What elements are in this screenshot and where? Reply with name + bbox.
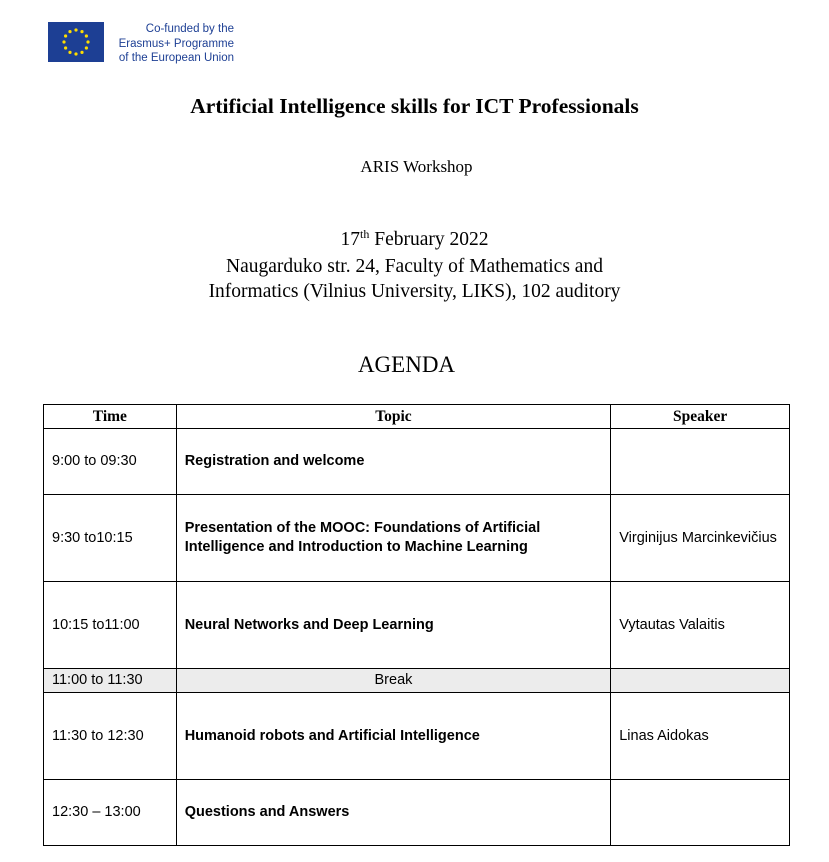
table-row (44, 780, 790, 846)
logo-caption (112, 22, 234, 66)
row-topic: Presentation of the MOOC: Foundations of Artificial Intelligence and Introduction to Machine Learning (176, 495, 611, 582)
flag-star (80, 51, 83, 54)
table-row (44, 495, 790, 582)
flag-star (64, 46, 67, 49)
flag-star (86, 40, 89, 43)
row-time: 11:00 to 11:30 (44, 669, 177, 693)
row-speaker (611, 780, 790, 846)
flag-star (62, 40, 65, 43)
flag-star (68, 30, 71, 33)
address-line-1: Naugarduko str. 24, Faculty of Mathematics and (226, 256, 603, 277)
logo-line-2: Erasmus+ Programme (118, 37, 234, 50)
row-speaker: Linas Aidokas (611, 693, 790, 780)
table-row (44, 582, 790, 669)
flag-star (64, 34, 67, 37)
table-row (44, 693, 790, 780)
row-speaker: Vytautas Valaitis (611, 582, 790, 669)
agenda-table (43, 404, 790, 846)
date-rest: February 2022 (369, 229, 489, 250)
row-speaker: Virginijus Marcinkevičius (611, 495, 790, 582)
row-topic: Break (176, 669, 611, 693)
row-time: 12:30 – 13:00 (44, 780, 177, 846)
logo-line-3: of the European Union (118, 52, 234, 64)
row-speaker (611, 669, 790, 693)
row-time: 10:15 to11:00 (44, 582, 177, 669)
document-title: Artificial Intelligence skills for ICT Professionals (190, 94, 639, 118)
flag-star (85, 34, 88, 37)
header-time: Time (44, 405, 177, 429)
row-time: 11:30 to 12:30 (44, 693, 177, 780)
agenda-heading: AGENDA (357, 352, 456, 377)
table-row (44, 429, 790, 495)
row-time: 9:00 to 09:30 (44, 429, 177, 495)
date-day: 17 (340, 229, 360, 250)
logo-line-1: Co-funded by the (145, 23, 234, 35)
erasmus-logo (48, 22, 248, 66)
date-suffix: th (360, 227, 370, 241)
table-row-break (44, 669, 790, 693)
eu-flag-icon (48, 22, 104, 62)
flag-star (80, 30, 83, 33)
flag-star (68, 51, 71, 54)
table-header-row (44, 405, 790, 429)
header-speaker: Speaker (611, 405, 790, 429)
address-line-2: Informatics (Vilnius University, LIKS), 102 auditory (208, 281, 621, 302)
row-time: 9:30 to10:15 (44, 495, 177, 582)
header-topic: Topic (176, 405, 611, 429)
row-topic: Questions and Answers (176, 780, 611, 846)
event-date (0, 229, 829, 251)
row-topic: Neural Networks and Deep Learning (176, 582, 611, 669)
row-speaker (611, 429, 790, 495)
row-topic: Registration and welcome (176, 429, 611, 495)
document-subtitle: ARIS Workshop (360, 157, 473, 176)
flag-star (85, 46, 88, 49)
flag-star (74, 28, 77, 31)
flag-star (74, 52, 77, 55)
row-topic: Humanoid robots and Artificial Intelligence (176, 693, 611, 780)
